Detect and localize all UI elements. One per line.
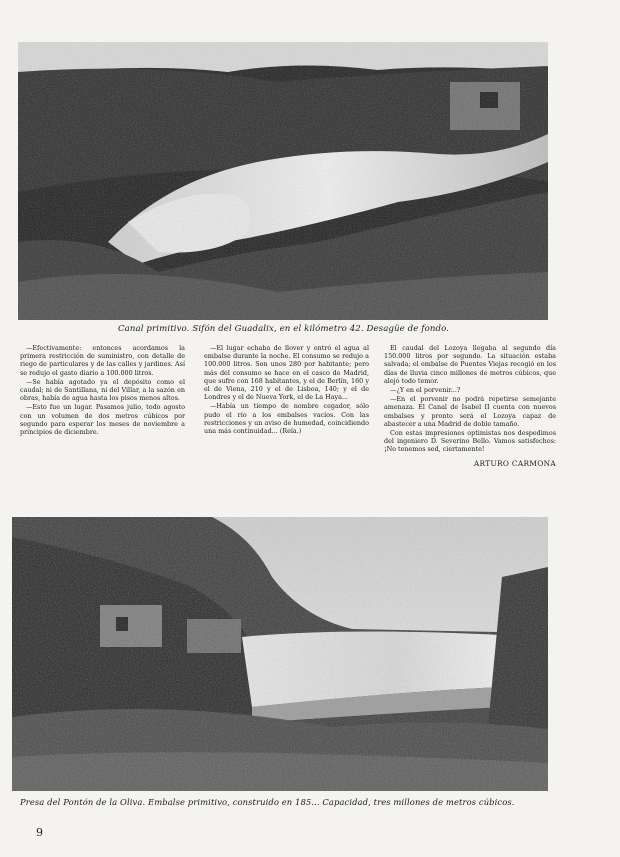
article-body xyxy=(20,344,556,504)
author-signature: ARTURO CARMONA xyxy=(473,458,556,468)
paragraph: Con estas impresiones optimistas nos despedimos del ingeniero D. Severino Bello. Vamos satisfechos: ¡No tenemos sed, ciertamente! xyxy=(384,429,556,454)
paragraph: —¿Y en el porvenir...? xyxy=(390,386,461,395)
paragraph: El caudal del Lozoya llegaba al segundo día 150.000 litros por segundo. La situación estaba salvada; el embalse de Puentes Viejas recogió en los días de lluvia cinco millones de metros cúbicos, que alejó todo temor. xyxy=(384,344,556,385)
top-photo-caption: Canal primitivo. Sifón del Guadalix, en el kilómetro 42. Desagüe de fondo. xyxy=(118,324,450,334)
paragraph: —Se había agotado ya el depósito como el caudal; ni de Santillana, ni del Villar, a la sazón en obras, había de agua hasta los pisos menos altos. xyxy=(20,377,185,403)
paragraph: —En el porvenir no podrá repetirse semejante amenaza. El Canal de Isabel II cuenta con nuevos embalses y pronto será el Lozoya capaz de abastecer a una Madrid de doble tamaño. xyxy=(384,395,556,428)
top-photo-image xyxy=(18,42,548,320)
bottom-photo-caption: Presa del Pontón de la Oliva. Embalse primitivo, construido en 185... Capacidad, tres millones de metros cúbicos. xyxy=(20,797,515,807)
paragraph: —El lugar echaba de llover y entró el agua al embalse durante la noche. El consumo se redujo a 100.000 litros. Son unos 280 por habitante; pero más del consumo se hace en el casco de Madrid, que sufre con 168 habitantes, y el de Berlín, 160 y el de Viena, 210 y el de Lisboa, 140; y el de Londres y el de Nueva York, el de La Haya... xyxy=(204,344,369,402)
top-photo-canal-siphon xyxy=(18,42,548,320)
paragraph: —Había un tiempo de nombre cegador, sólo pudo el río a los embalses vacíos. Con las restricciones y un aviso de humedad, coincidiendo una más continuidad... (Reía.) xyxy=(204,402,369,436)
page-number: 9 xyxy=(36,826,43,839)
bottom-photo-image xyxy=(12,517,548,791)
paragraph: —Esto fue un lugar. Pasamos julio, todo agosto con un volumen de dos metros cúbicos por segundo para esperar los meses de noviembre a principios de diciembre. xyxy=(20,403,185,437)
paragraph: —Efectivamente: entonces acordamos la primera restricción de suministro, con detalle de riego de particulares y de las calles y jardines. Así se redujo el gasto diario a 100.000 litros. xyxy=(20,344,185,377)
bottom-photo-dam xyxy=(12,517,548,791)
article-column-2 xyxy=(204,344,369,436)
article-column-3 xyxy=(384,344,556,468)
article-column-1 xyxy=(20,344,185,437)
